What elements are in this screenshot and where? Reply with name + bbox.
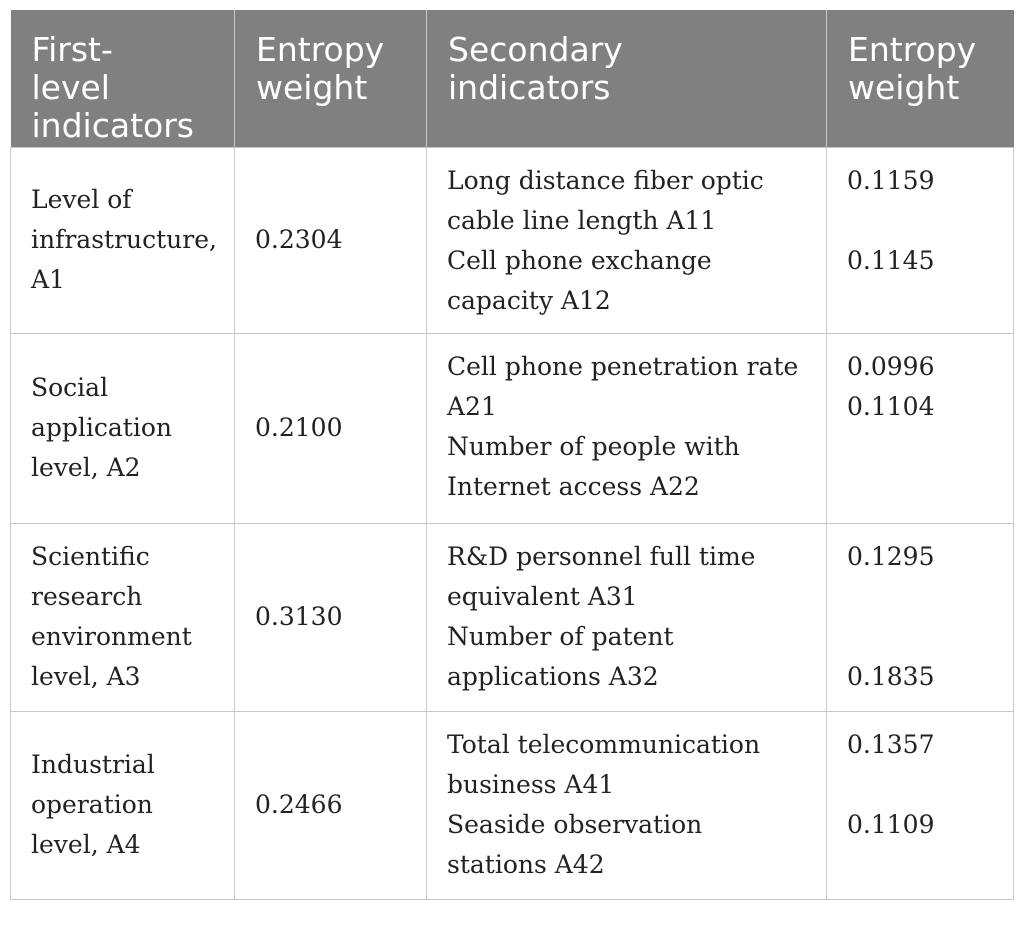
entropy-weight-cell: 0.2100 <box>235 333 427 523</box>
entropy-weight-cell: 0.2466 <box>235 711 427 899</box>
entropy-weight-cell: 0.3130 <box>235 523 427 711</box>
secondary-indicators-cell: Cell phone penetration rate A21 Number of people with Internet access A22 <box>427 333 827 523</box>
header-first-level-indicators: First- level indicators <box>11 10 235 147</box>
header-entropy-weight: Entropy weight <box>235 10 427 147</box>
header-secondary-indicators: Secondary indicators <box>427 10 827 147</box>
first-level-indicator-cell: Social application level, A2 <box>11 333 235 523</box>
secondary-weights-cell: 0.1159 0.1145 <box>827 147 1014 333</box>
header-secondary-entropy-weight: Entropy weight <box>827 10 1014 147</box>
header-row <box>11 10 1014 147</box>
secondary-indicators-cell: R&D personnel full time equivalent A31 Number of patent applications A32 <box>427 523 827 711</box>
entropy-weight-cell: 0.2304 <box>235 147 427 333</box>
secondary-weights-cell: 0.1357 0.1109 <box>827 711 1014 899</box>
secondary-indicators-cell: Total telecommunication business A41 Seaside observation stations A42 <box>427 711 827 899</box>
table-row <box>11 711 1014 899</box>
entropy-weight-table <box>10 10 1014 900</box>
table-row <box>11 523 1014 711</box>
table-row <box>11 147 1014 333</box>
secondary-indicators-cell: Long distance fiber optic cable line length A11 Cell phone exchange capacity A12 <box>427 147 827 333</box>
table-row <box>11 333 1014 523</box>
secondary-weights-cell: 0.0996 0.1104 <box>827 333 1014 523</box>
first-level-indicator-cell: Scientific research environment level, A3 <box>11 523 235 711</box>
first-level-indicator-cell: Level of infrastructure, A1 <box>11 147 235 333</box>
secondary-weights-cell: 0.1295 0.1835 <box>827 523 1014 711</box>
first-level-indicator-cell: Industrial operation level, A4 <box>11 711 235 899</box>
